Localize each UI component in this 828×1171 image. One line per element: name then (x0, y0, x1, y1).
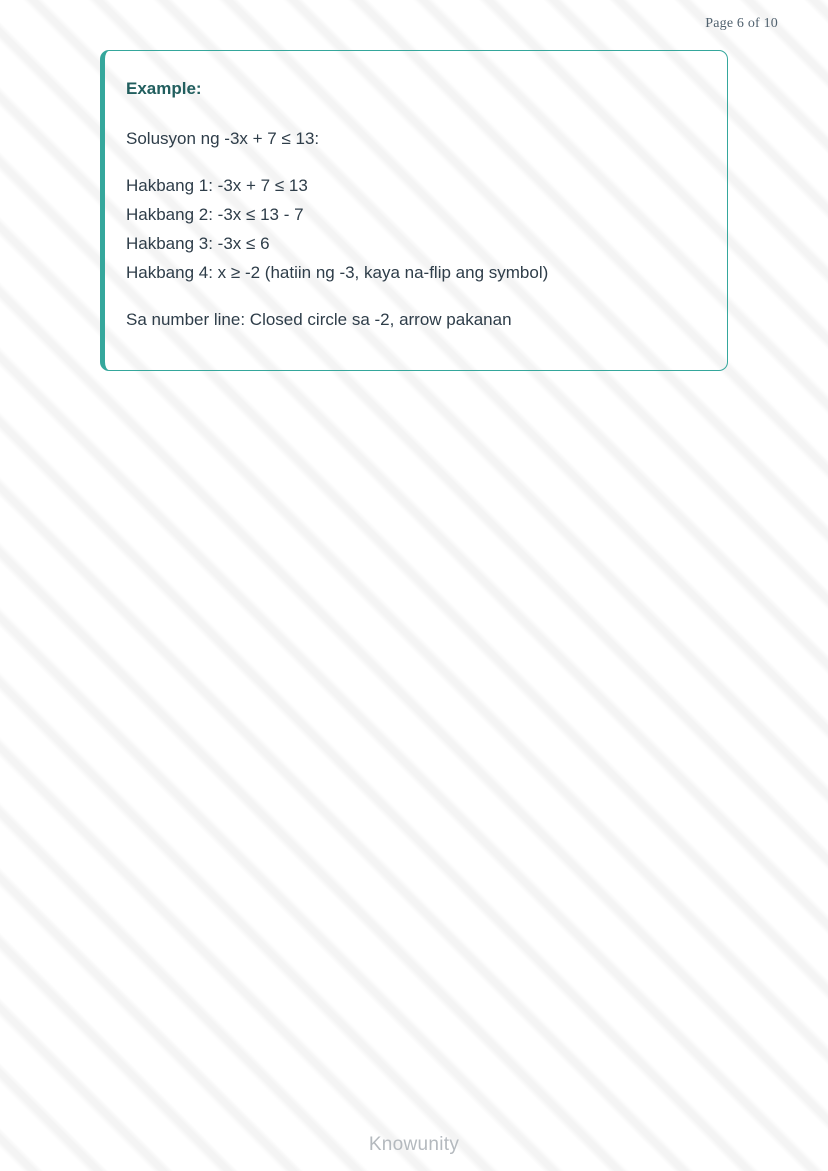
footer-brand-watermark: Knowunity (368, 1134, 460, 1155)
page-indicator: Page 6 of 10 (705, 16, 778, 31)
example-step-3: Hakbang 3: -3x ≤ 6 (126, 234, 270, 253)
example-number-line-note: Sa number line: Closed circle sa -2, arrow pakanan (126, 310, 512, 329)
example-step-4: Hakbang 4: x ≥ -2 (hatiin ng -3, kaya na-flip ang symbol) (126, 263, 549, 282)
example-box-title: Example: (126, 79, 202, 98)
example-problem-statement: Solusyon ng -3x + 7 ≤ 13: (126, 129, 320, 148)
example-step-1: Hakbang 1: -3x + 7 ≤ 13 (126, 176, 308, 195)
example-step-2: Hakbang 2: -3x ≤ 13 - 7 (126, 205, 304, 224)
example-callout-box (100, 50, 728, 371)
